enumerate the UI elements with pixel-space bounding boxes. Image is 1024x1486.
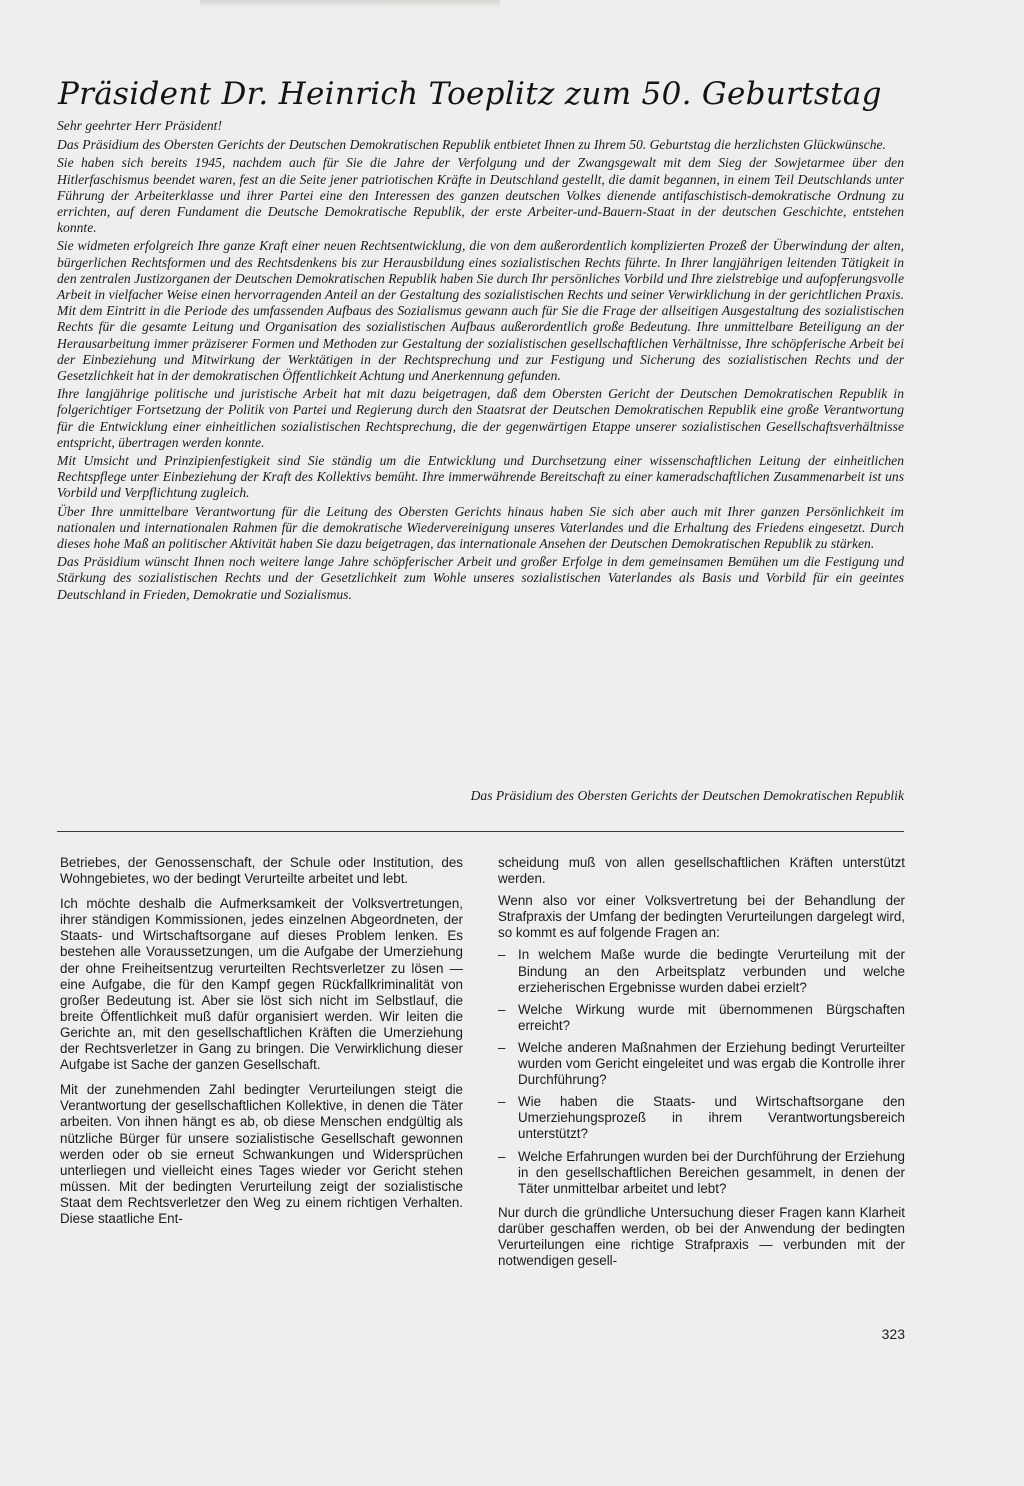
list-item: – Wie haben die Staats- und Wirtschaftsorgane den Umerziehungsprozeß in ihrem Verantwortungsbereich unterstützt? <box>498 1094 905 1142</box>
article-paragraph: Wenn also vor einer Volksvertretung bei der Behandlung der Strafpraxis der Umfang der bedingten Verurteilungen dargelegt wird, so kommt es auf folgende Fragen an: <box>498 893 905 941</box>
list-item: – In welchem Maße wurde die bedingte Verurteilung mit der Bindung an den Arbeitsplatz verbunden und welche erzieherischen Ergebnisse wurden dabei erzielt? <box>498 947 905 995</box>
letter-paragraph: Über Ihre unmittelbare Verantwortung für die Leitung des Obersten Gerichts hinaus haben Sie sich aber auch mit Ihrer ganzen Persönlichkeit im nationalen und internationalen Rahmen für die demokratische Wiedervereinigung unseres Vaterlandes und die Erhaltung des Friedens eingesetzt. Durch dieses hohe Maß an politischer Aktivität haben Sie dazu beigetragen, das internationale Ansehen der Deutschen Demokratischen Republik zu stärken. <box>57 503 904 552</box>
question-list <box>498 947 905 1196</box>
article-paragraph: Ich möchte deshalb die Aufmerksamkeit der Volksvertretungen, ihrer ständigen Kommissionen, jedes einzelnen Abgeordneten, der Staats- und Wirtschaftsorgane auf dieses Problem lenken. Es bestehen alle Voraussetzungen, um die Aufgabe der Umerziehung der ohne Freiheitsentzug verurteilten Rechtsverletzer zu lösen — eine Aufgabe, die für den Kampf gegen Rückfallkriminalität von großer Bedeutung ist. Aber sie löst sich nicht im Selbstlauf, die breite Öffentlichkeit muß dafür organisiert werden. Wir leiten die Gerichte an, mit den gesellschaftlichen Kräften die Umerziehung der Rechtsverletzer in Gang zu bringen. Die Verwirklichung dieser Aufgabe ist Sache der ganzen Gesellschaft. <box>60 896 463 1073</box>
letter-paragraph: Das Präsidium des Obersten Gerichts der Deutschen Demokratischen Republik entbietet Ihnen zu Ihrem 50. Geburtstag die herzlichsten Glückwünsche. <box>57 137 886 153</box>
list-item: – Welche Erfahrungen wurden bei der Durchführung der Erziehung in den gesellschaftlichen Bereichen gesammelt, in denen der Täter unmittelbar arbeitet und lebt? <box>498 1149 905 1197</box>
page-number: 323 <box>881 1326 905 1342</box>
article-paragraph: Nur durch die gründliche Untersuchung dieser Fragen kann Klarheit darüber geschaffen werden, ob bei der Anwendung der bedingten Verurteilungen eine richtige Strafpraxis — verbunden mit der notwendigen gesell- <box>498 1204 905 1269</box>
letter-signature: Das Präsidium des Obersten Gerichts der Deutschen Demokratischen Republik <box>470 788 904 803</box>
congratulation-letter <box>57 118 904 605</box>
list-item: – Welche Wirkung wurde mit übernommenen Bürgschaften erreicht? <box>498 1002 905 1034</box>
article-paragraph: Mit der zunehmenden Zahl bedingter Verurteilungen steigt die Verantwortung der gesellschaftlichen Kollektive, in denen die Täter arbeiten. Von ihnen hängt es ab, ob diese Menschen endgültig als nützliche Bürger für unsere sozialistische Gesellschaft gewonnen werden oder ob sie erneut Schwankungen und Widersprüchen unterliegen und vielleicht eines Tages wieder vor Gericht stehen müssen. Mit der bedingten Verurteilung zeigt der sozialistische Staat dem Rechtsverletzer den Weg zu einem richtigen Verhalten. Diese staatliche Ent- <box>60 1082 463 1226</box>
letter-salutation: Sehr geehrter Herr Präsident! <box>57 118 222 133</box>
letter-paragraph: Das Präsidium wünscht Ihnen noch weitere lange Jahre schöpferischer Arbeit und großer Erfolge in dem gemeinsamen Bemühen um die Festigung und Stärkung des sozialistischen Rechts und der Gesetzlichkeit zum Wohle unseres sozialistischen Vaterlandes als Basis und Vorbild für ein geeintes Deutschland in Frieden, Demokratie und Sozialismus. <box>57 554 904 602</box>
article-paragraph: scheidung muß von allen gesellschaftlichen Kräften unterstützt werden. <box>498 855 905 887</box>
letter-paragraph: Sie widmeten erfolgreich Ihre ganze Kraft einer neuen Rechtsentwicklung, die von dem außerordentlich komplizierten Prozeß der Überwindung der alten, bürgerlichen Rechtsformen und des Rechtsdenkens bis zur Herausbildung eines sozialistischen Rechts führte. In Ihrer langjährigen leitenden Tätigkeit in den zentralen Justizorganen der Deutschen Demokratischen Republik haben Sie durch Ihr persönliches Vorbild und Ihre zielstrebige und aufopferungsvolle Arbeit in vielfacher Weise einen hervorragenden Anteil an der Gestaltung des sozialistischen Rechts und seiner Verwirklichung in der gerichtlichen Praxis. Mit dem Eintritt in die Periode des umfassenden Aufbaus des Sozialismus gewann auch für Sie die Frage der allseitigen Ausgestaltung des sozialistischen Rechts für die gesamte Leitung und Organisation des sozialistischen Aufbaus außerordentlich große Bedeutung. Ihre unmittelbare Beteiligung an der Herausarbeitung immer präziserer Formen und Methoden zur Gestaltung der sozialistischen gesellschaftlichen Verhältnisse, Ihre schöpferische Arbeit bei der Einbeziehung und Mitwirkung der Werktätigen in der Rechtsprechung und zur Festigung und Sicherung des sozialistischen Rechts und der Gesetzlichkeit hat in der demokratischen Öffentlichkeit Achtung und Anerkennung gefunden. <box>57 238 904 384</box>
page-title: Präsident Dr. Heinrich Toeplitz zum 50. Geburtstag <box>58 76 882 112</box>
list-item: – Welche anderen Maßnahmen der Erziehung bedingt Verurteilter wurden vom Gericht eingeleitet und was ergab die Kontrolle ihrer Durchführung? <box>498 1040 905 1088</box>
letter-paragraph: Sie haben sich bereits 1945, nachdem auch für Sie die Jahre der Verfolgung und der Zwangsgewalt mit dem Sieg der Sowjetarmee über den Hitlerfaschismus beendet waren, fest an die Seite jener patriotischen Kräfte in Deutschland gestellt, die damit begannen, in einem Teil Deutschlands unter Führung der Arbeiterklasse und ihrer Partei eine den Interessen des ganzen deutschen Volkes dienende antifaschistisch-demokratische Ordnung zu errichten, auf deren Fundament die Deutsche Demokratische Republik, der erste Arbeiter-und-Bauern-Staat in der deutschen Geschichte, entstehen konnte. <box>57 155 904 236</box>
article-column-left <box>60 855 463 1236</box>
letter-paragraph: Ihre langjährige politische und juristische Arbeit hat mit dazu beigetragen, daß dem Obersten Gericht der Deutschen Demokratischen Republik in folgerichtiger Fortsetzung der Politik von Partei und Regierung durch den Staatsrat der Deutschen Demokratischen Republik eine große Verantwortung für die Entwicklung einer einheitlichen sozialistischen Rechtsprechung, die der gegenwärtigen Etappe unserer sozialistischen Gesellschaftsverhältnisse entspricht, übertragen werden konnte. <box>57 386 904 450</box>
letter-paragraph: Mit Umsicht und Prinzipienfestigkeit sind Sie ständig um die Entwicklung und Durchsetzung einer wissenschaftlichen Leitung der einheitlichen Rechtspflege unter Einbeziehung der Kraft des Kollektivs bemüht. Ihre immerwährende Bereitschaft zu einer kameradschaftlichen Zusammenarbeit ist uns Vorbild und Verpflichtung zugleich. <box>57 453 904 501</box>
article-paragraph: Betriebes, der Genossenschaft, der Schule oder Institution, des Wohngebietes, wo der bedingt Verurteilte arbeitet und lebt. <box>60 855 463 887</box>
section-divider <box>57 831 904 832</box>
scan-shadow <box>200 0 500 8</box>
article-column-right <box>498 855 905 1278</box>
